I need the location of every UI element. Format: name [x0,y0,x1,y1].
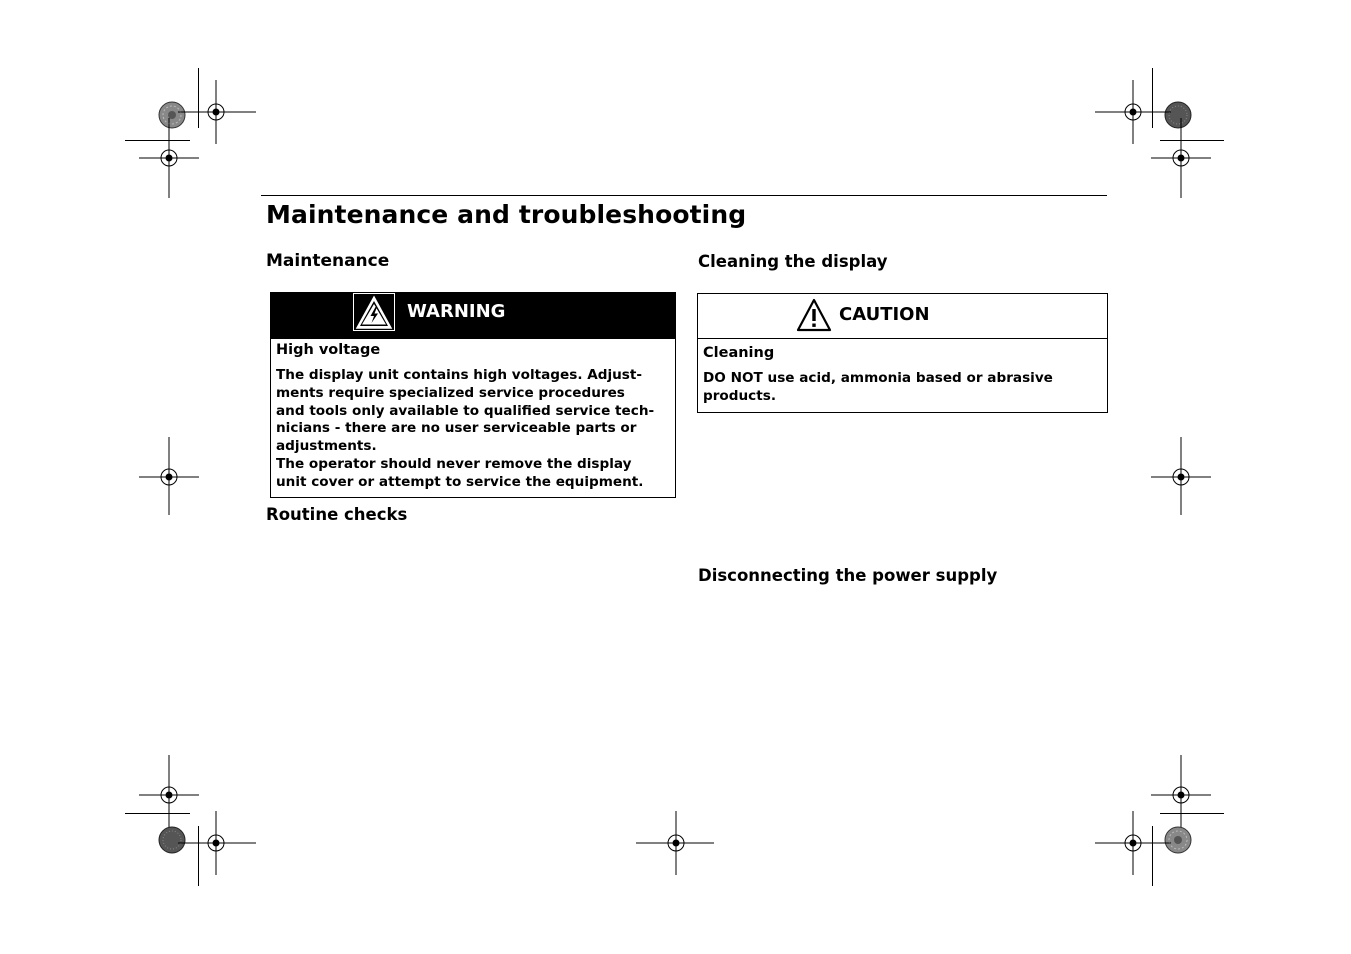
caution-header [698,294,1107,339]
caution-triangle-icon [796,298,832,332]
cleaning-display-heading: Cleaning the display [698,252,888,271]
routine-checks-heading: Routine checks [266,505,408,524]
disconnect-power-heading: Disconnecting the power supply [698,566,998,585]
maintenance-heading: Maintenance [266,251,390,271]
registration-crosshair-icon [129,118,209,198]
caution-title: Cleaning [703,345,775,361]
warning-title: High voltage [276,342,381,358]
header-rule [261,195,1107,196]
registration-crosshair-icon [1093,803,1173,883]
registration-crosshair-icon [176,803,256,883]
warning-text: The display unit contains high voltages. Adjust- ments require specialized service procedures and tools only available to qualified service tech- nicians - there are no user serviceable parts or adjustments. The operator should never remove the display unit cover or attempt to service the equipment. [276,367,655,490]
registration-crosshair-icon [636,803,716,883]
warning-label: WARNING [407,301,506,322]
high-voltage-warning-icon [353,293,395,331]
page-title: Maintenance and troubleshooting [266,200,747,229]
caution-box [697,293,1108,413]
registration-crosshair-icon [1141,437,1221,517]
warning-box [270,292,676,498]
caution-label: CAUTION [839,304,930,325]
warning-header [271,293,675,339]
registration-crosshair-icon [1141,118,1221,198]
registration-crosshair-icon [129,437,209,517]
caution-text: DO NOT use acid, ammonia based or abrasive products. [703,370,1053,404]
